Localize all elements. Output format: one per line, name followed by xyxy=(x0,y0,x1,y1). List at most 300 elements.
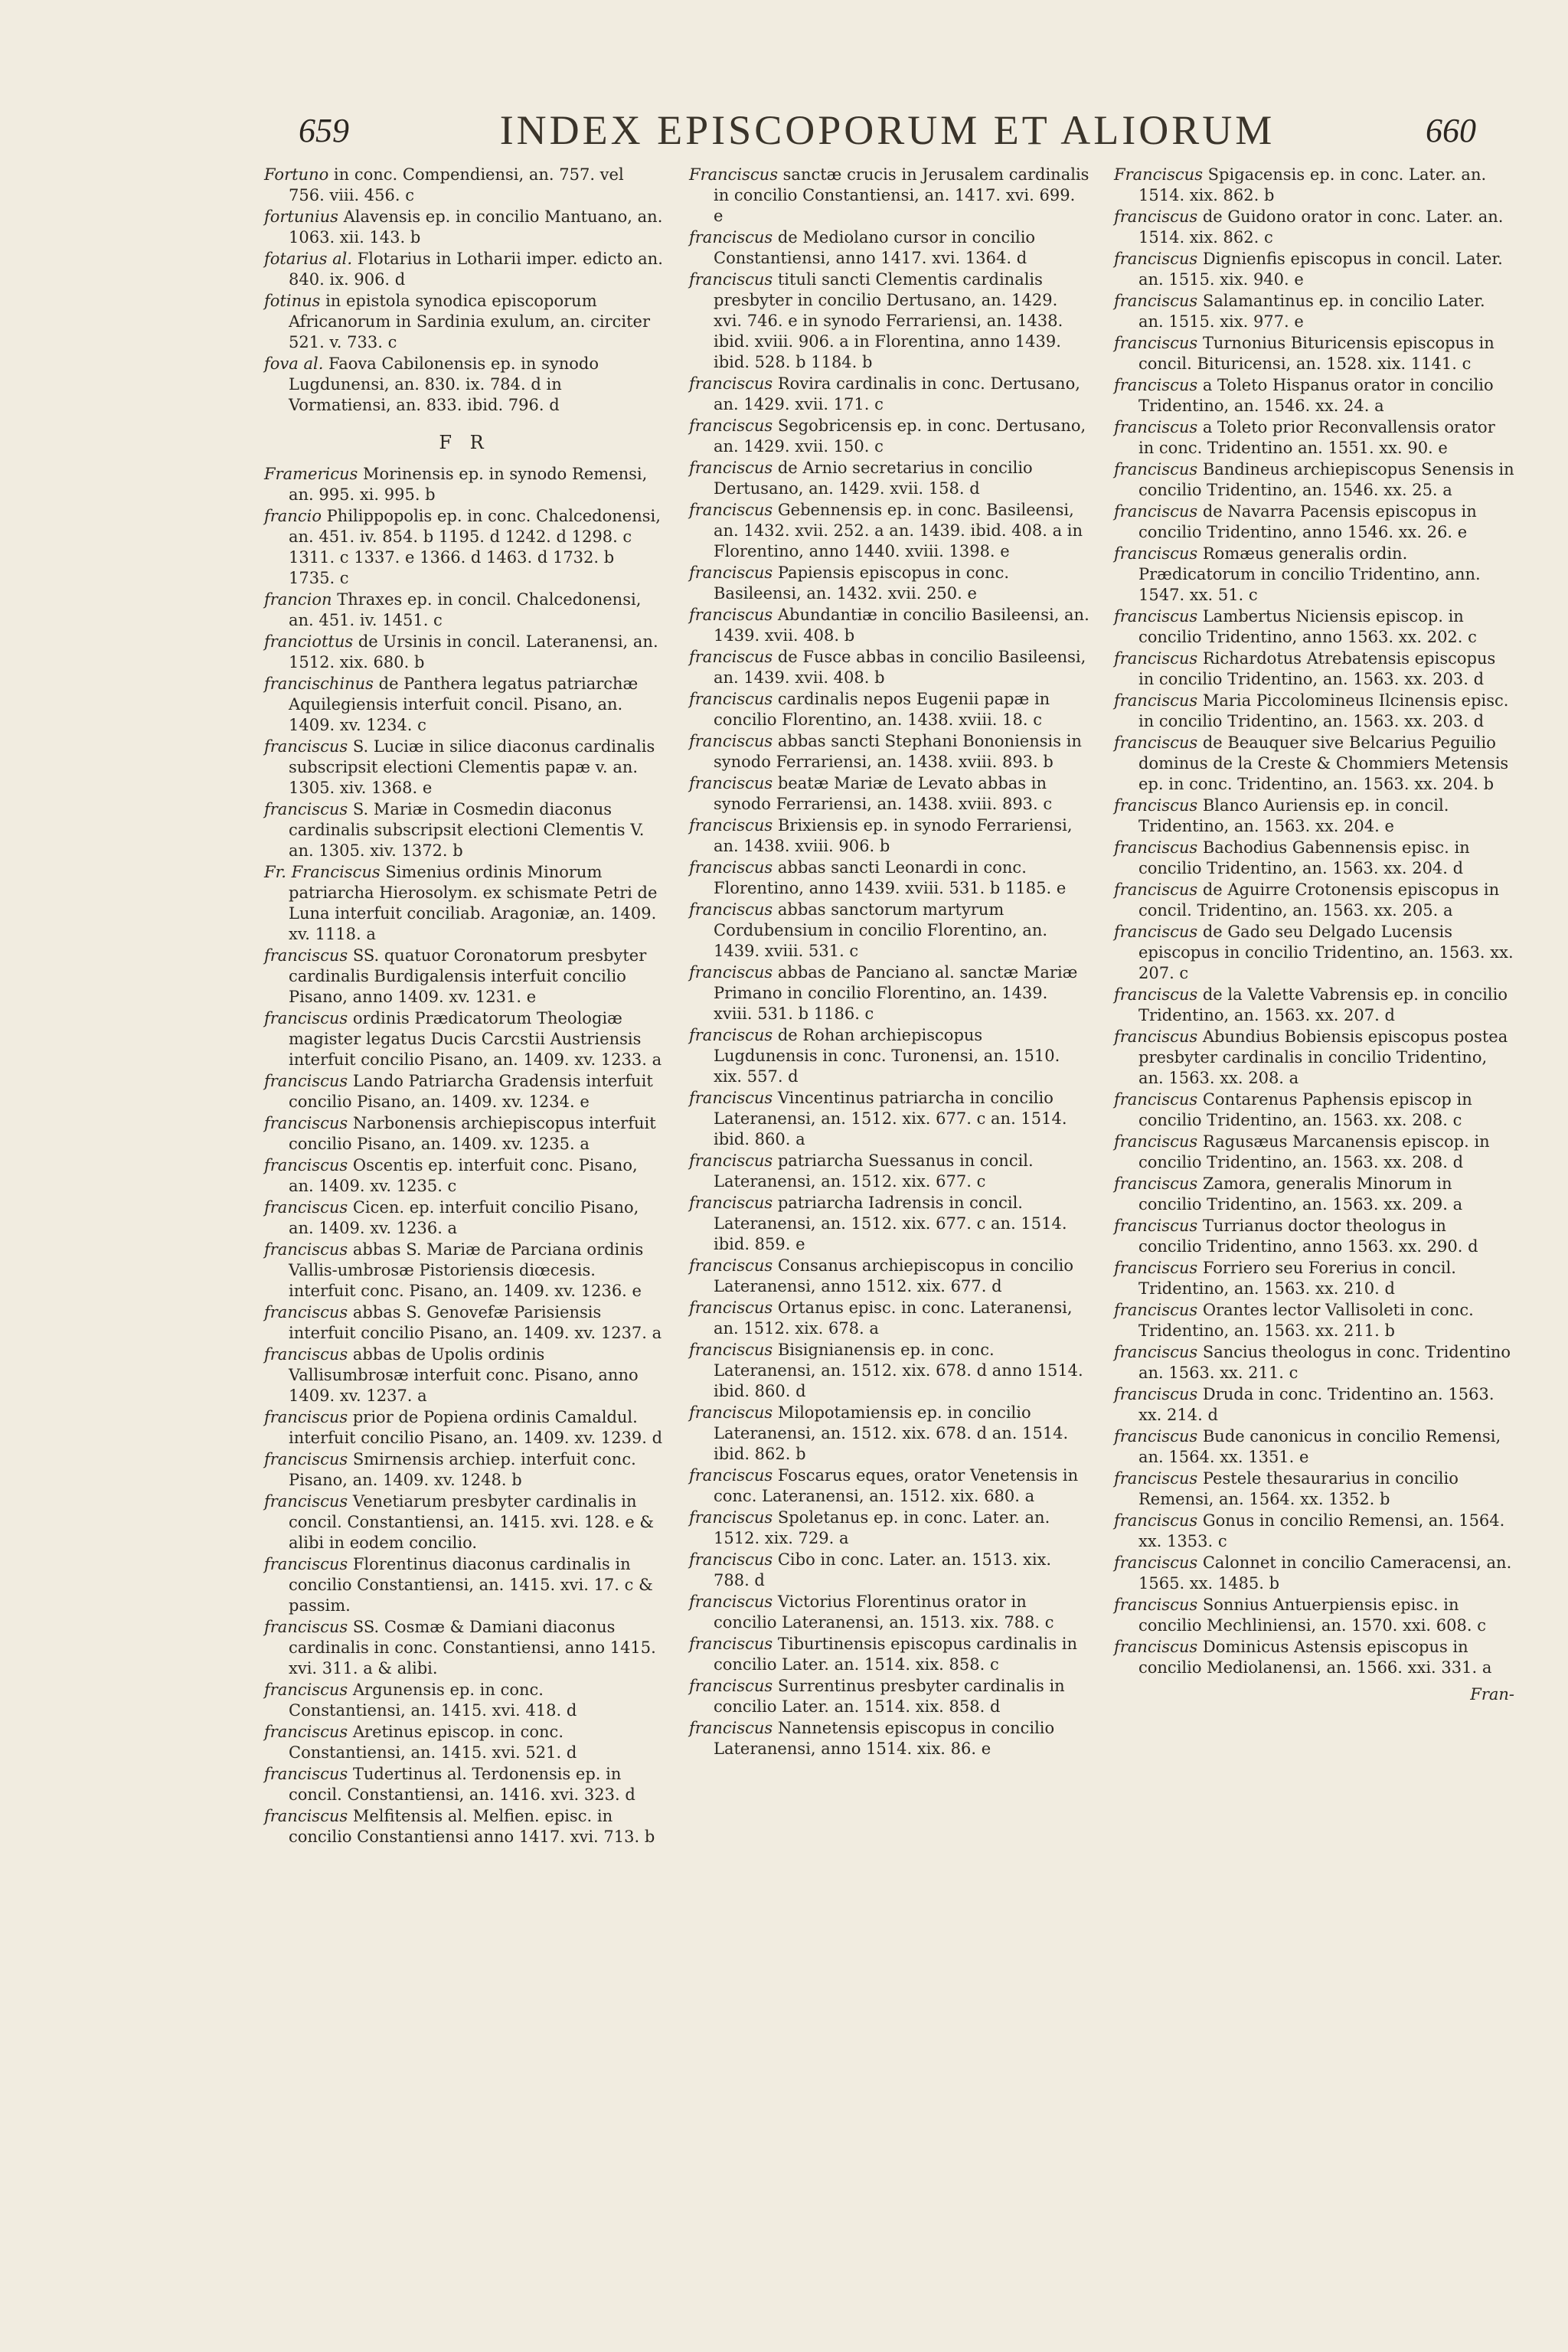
entry-text: Zamora, generalis Minorum in concilio Tridentino, an. 1563. xx. 209. a xyxy=(1138,1174,1463,1214)
entry-text: Oscentis ep. interfuit conc. Pisano, an. 1409. xv. 1235. c xyxy=(289,1156,638,1195)
entry-name: franciscus xyxy=(264,1303,348,1321)
entry-name: franciscus xyxy=(1114,1132,1198,1151)
entry-text: prior de Popiena ordinis Camaldul. interfuit concilio Pisano, an. 1409. xv. 1239. d xyxy=(289,1408,663,1447)
entry-name: franciscus xyxy=(689,1026,773,1044)
entry-text: Romæus generalis ordin. Prædicatorum in concilio Tridentino, ann. 1547. xx. 51. c xyxy=(1138,544,1481,604)
entry-text: Smirnensis archiep. interfuit conc. Pisano, an. 1409. xv. 1248. b xyxy=(289,1450,636,1489)
entry-text: de Beauquer sive Belcarius Peguilio dominus de la Creste & Chommiers Metensis ep. in conc. Tridentino, an. 1563. xx. 204. b xyxy=(1138,733,1509,793)
entry-text: cardinalis nepos Eugenii papæ in concilio Florentino, an. 1438. xviii. 18. c xyxy=(714,690,1050,729)
entry-name: franciscus xyxy=(264,1681,348,1699)
index-entry xyxy=(1114,291,1514,332)
page-header xyxy=(299,107,1476,153)
entry-name: franciscus xyxy=(264,1114,348,1132)
entry-text: de Rohan archiepiscopus Lugdunensis in conc. Turonensi, an. 1510. xix. 557. d xyxy=(714,1026,1060,1086)
entry-name: franciscus xyxy=(1114,1090,1198,1109)
index-entry xyxy=(689,416,1089,457)
entry-name: franciscus xyxy=(689,1550,773,1569)
entry-name: franciscus xyxy=(689,606,773,624)
entry-text: Ragusæus Marcanensis episcop. in concilio Tridentino, an. 1563. xx. 208. d xyxy=(1138,1132,1490,1171)
index-entry xyxy=(1114,165,1514,206)
entry-name: franciscus xyxy=(264,1156,348,1174)
index-entry xyxy=(1114,1384,1514,1426)
index-entry xyxy=(264,291,665,353)
entry-text: SS. Cosmæ & Damiani diaconus cardinalis in conc. Constantiensi, anno 1415. xvi. 311. a & alibi. xyxy=(289,1618,656,1677)
index-entry xyxy=(689,858,1089,899)
entry-text: Papiensis episcopus in conc. Basileensi, an. 1432. xvii. 250. e xyxy=(714,564,1010,603)
page-number-left: 659 xyxy=(299,111,349,149)
entry-text: Melfitensis al. Melfien. episc. in concilio Constantiensi anno 1417. xvi. 713. b xyxy=(289,1807,655,1846)
index-entry xyxy=(1114,795,1514,837)
index-entry xyxy=(1114,1258,1514,1299)
entry-name: franciscus xyxy=(1114,250,1198,268)
entry-name: franciscus xyxy=(264,946,348,965)
index-entry xyxy=(1114,1216,1514,1257)
entry-name: francion xyxy=(264,590,332,609)
index-entry xyxy=(689,1465,1089,1507)
index-entry xyxy=(264,1407,665,1449)
index-entry xyxy=(1114,501,1514,543)
index-entry xyxy=(1114,1132,1514,1173)
column-right xyxy=(1114,165,1514,2275)
entry-name: Framericus xyxy=(264,465,358,483)
index-entry xyxy=(689,689,1089,730)
index-entry xyxy=(1114,691,1514,732)
index-entry xyxy=(1114,922,1514,984)
entry-name: franciscus xyxy=(1114,1553,1198,1572)
entry-text: Calonnet in concilio Cameracensi, an. 1565. xx. 1485. b xyxy=(1138,1553,1512,1592)
entry-name: franciscus xyxy=(264,800,348,818)
entry-text: Cicen. ep. interfuit concilio Pisano, an. 1409. xv. 1236. a xyxy=(289,1198,639,1237)
entry-name: franciscus xyxy=(264,1807,348,1825)
index-entry xyxy=(1114,1468,1514,1510)
entry-text: Druda in conc. Tridentino an. 1563. xx. 214. d xyxy=(1138,1385,1494,1424)
entry-text: Lando Patriarcha Gradensis interfuit concilio Pisano, an. 1409. xv. 1234. e xyxy=(289,1072,653,1111)
index-entry xyxy=(1114,880,1514,921)
entry-name: Fr. Franciscus xyxy=(264,863,381,881)
index-entry xyxy=(264,1449,665,1491)
index-entry xyxy=(1114,207,1514,248)
entry-name: franciscus xyxy=(1114,1638,1198,1656)
index-entry xyxy=(689,773,1089,815)
entry-name: franciscus xyxy=(689,1719,773,1737)
index-entry xyxy=(264,1764,665,1805)
entry-name: fortunius xyxy=(264,207,338,226)
entry-name: franciscus xyxy=(689,1508,773,1527)
entry-text: Blanco Auriensis ep. in concil. Tridentino, an. 1563. xx. 204. e xyxy=(1138,796,1449,835)
entry-text: Sonnius Antuerpiensis episc. in concilio Mechliniensi, an. 1570. xxi. 608. c xyxy=(1138,1596,1486,1635)
index-entry xyxy=(264,249,665,290)
entry-name: franciscus xyxy=(264,1765,348,1783)
entry-text: abbas S. Mariæ de Parciana ordinis Vallis-umbrosæ Pistoriensis diœcesis. interfuit conc. Pisano, an. 1409. xv. 1236. e xyxy=(289,1240,644,1300)
entry-text: Bisignianensis ep. in conc. Lateranensi, an. 1512. xix. 678. d anno 1514. ibid. 860. d xyxy=(714,1341,1083,1400)
index-entry xyxy=(264,1806,665,1847)
entry-text: Foscarus eques, orator Venetensis in conc. Lateranensi, an. 1512. xix. 680. a xyxy=(714,1466,1079,1505)
index-entry xyxy=(689,1634,1089,1675)
index-entry xyxy=(689,1088,1089,1150)
entry-name: franciscus xyxy=(264,1408,348,1426)
entry-name: franciscus xyxy=(1114,607,1198,626)
index-entry xyxy=(1114,544,1514,606)
entry-name: franciscus xyxy=(264,1072,348,1090)
entry-text: Forriero seu Forerius in concil. Tridentino, an. 1563. xx. 210. d xyxy=(1138,1259,1456,1298)
entry-text: Sancius theologus in conc. Tridentino an. 1563. xx. 211. c xyxy=(1138,1343,1511,1382)
entry-name: Fortuno xyxy=(264,165,329,184)
entry-name: franciscus xyxy=(264,1450,348,1468)
index-entry xyxy=(264,165,665,206)
index-entry xyxy=(264,1071,665,1112)
entry-text: Simenius ordinis Minorum patriarcha Hierosolym. ex schismate Petri de Luna interfuit conciliab. Aragoniæ, an. 1409. xv. 1118. a xyxy=(289,863,658,943)
entry-text: Spigacensis ep. in conc. Later. an. 1514. xix. 862. b xyxy=(1138,165,1487,204)
entry-name: franciscus xyxy=(1114,376,1198,394)
entry-name: franciscus xyxy=(264,1009,348,1027)
index-entry xyxy=(264,354,665,416)
index-entry xyxy=(689,605,1089,646)
entry-text: Vincentinus patriarcha in concilio Lateranensi, an. 1512. xix. 677. c an. 1514. ibid. 860. a xyxy=(714,1089,1067,1148)
entry-name: franciscus xyxy=(689,858,773,877)
entry-name: franciscus xyxy=(264,1723,348,1741)
column-middle xyxy=(689,165,1089,2275)
entry-text: Lambertus Niciensis episcop. in concilio Tridentino, anno 1563. xx. 202. c xyxy=(1138,607,1477,646)
entry-name: franciscus xyxy=(689,1256,773,1275)
entry-text: Victorius Florentinus orator in concilio Lateranensi, an. 1513. xix. 788. c xyxy=(714,1592,1054,1632)
index-entry xyxy=(264,862,665,945)
index-entry xyxy=(264,1617,665,1679)
entry-text: Flotarius in Lotharii imper. edicto an. 840. ix. 906. d xyxy=(289,250,663,289)
entry-name: franciscus xyxy=(1114,418,1198,436)
entry-name: franciscus xyxy=(689,690,773,708)
entry-name: franciscus xyxy=(1114,649,1198,668)
entry-name: franciscus xyxy=(689,270,773,289)
entry-text: Bandineus archiepiscopus Senensis in concilio Tridentino, an. 1546. xx. 25. a xyxy=(1138,460,1514,499)
entry-text: Richardotus Atrebatensis episcopus in concilio Tridentino, an. 1563. xx. 203. d xyxy=(1138,649,1496,688)
entry-text: Consanus archiepiscopus in concilio Lateranensi, anno 1512. xix. 677. d xyxy=(714,1256,1074,1295)
entry-name: franciscus xyxy=(689,732,773,750)
entry-text: Nannetensis episcopus in concilio Lateranensi, anno 1514. xix. 86. e xyxy=(714,1719,1055,1758)
entry-name: franciscus xyxy=(1114,292,1198,310)
entry-text: Morinensis ep. in synodo Remensi, an. 995. xi. 995. b xyxy=(289,465,648,504)
index-entry xyxy=(1114,1595,1514,1636)
index-entry xyxy=(689,458,1089,499)
entry-text: Milopotamiensis ep. in concilio Lateranensi, an. 1512. xix. 678. d an. 1514. ibid. 862. b xyxy=(714,1403,1069,1463)
entry-name: franciscus xyxy=(689,963,773,982)
entry-text: abbas sanctorum martyrum Cordubensium in concilio Florentino, an. 1439. xviii. 531. c xyxy=(714,900,1048,960)
entry-text: Tudertinus al. Terdonensis ep. in concil. Constantiensi, an. 1416. xvi. 323. d xyxy=(289,1765,635,1804)
entry-text: de Guidono orator in conc. Later. an. 1514. xix. 862. c xyxy=(1138,207,1504,247)
entry-name: franciscus xyxy=(264,1618,348,1636)
index-entry xyxy=(264,590,665,631)
entry-name: franciscus xyxy=(1114,1343,1198,1361)
entry-text: SS. quatuor Coronatorum presbyter cardinalis Burdigalensis interfuit concilio Pisano, anno 1409. xv. 1231. e xyxy=(289,946,647,1006)
index-entry xyxy=(1114,648,1514,690)
entry-text: patriarcha Iadrensis in concil. Lateranensi, an. 1512. xix. 677. c an. 1514. ibid. 859. e xyxy=(714,1194,1067,1253)
entry-text: Turrianus doctor theologus in concilio Tridentino, anno 1563. xx. 290. d xyxy=(1138,1217,1478,1256)
entry-name: franciscus xyxy=(689,1466,773,1485)
entry-name: franciscus xyxy=(1114,880,1198,899)
index-entry xyxy=(1114,1637,1514,1678)
entry-name: francio xyxy=(264,507,322,525)
entry-text: Surrentinus presbyter cardinalis in concilio Later. an. 1514. xix. 858. d xyxy=(714,1677,1065,1716)
index-entry xyxy=(689,1193,1089,1255)
index-entry xyxy=(689,1592,1089,1633)
entry-text: Ortanus episc. in conc. Lateranensi, an. 1512. xix. 678. a xyxy=(714,1298,1073,1338)
entry-text: de Mediolano cursor in concilio Constantiensi, anno 1417. xvi. 1364. d xyxy=(714,228,1036,267)
index-entry xyxy=(689,1718,1089,1759)
entry-name: franciscus xyxy=(264,1240,348,1259)
entry-text: Contarenus Paphensis episcop in concilio Tridentino, an. 1563. xx. 208. c xyxy=(1138,1090,1472,1129)
entry-name: franciscus xyxy=(689,648,773,666)
entry-name: franciscus xyxy=(689,1677,773,1695)
index-entry xyxy=(689,374,1089,415)
index-entry xyxy=(264,1554,665,1616)
entry-text: de Gado seu Delgado Lucensis episcopus in concilio Tridentino, an. 1563. xx. 207. c xyxy=(1138,923,1514,982)
index-entry xyxy=(264,464,665,505)
entry-name: fotarius al. xyxy=(264,250,353,268)
index-entry xyxy=(1114,606,1514,648)
index-entry xyxy=(689,165,1089,227)
entry-text: Philippopolis ep. in conc. Chalcedonensi, an. 451. iv. 854. b 1195. d 1242. d 1298. c 1311. c 1337. e 1366. d 1463. d 1732. b 1735. c xyxy=(289,507,661,587)
entry-text: Argunensis ep. in conc. Constantiensi, an. 1415. xvi. 418. d xyxy=(289,1681,577,1720)
entry-text: de la Valette Vabrensis ep. in concilio Tridentino, an. 1563. xx. 207. d xyxy=(1138,985,1508,1024)
index-entry xyxy=(689,270,1089,373)
entry-text: patriarcha Suessanus in concil. Lateranensi, an. 1512. xix. 677. c xyxy=(714,1152,1034,1191)
entry-text: Gebennensis ep. in conc. Basileensi, an. 1432. xvii. 252. a an. 1439. ibid. 408. a in Florentino, anno 1440. xviii. 1398. e xyxy=(714,501,1083,560)
entry-name: franciscus xyxy=(1114,1469,1198,1488)
index-entry xyxy=(689,1676,1089,1717)
entry-name: franciscus xyxy=(1114,1301,1198,1319)
index-entry xyxy=(264,1722,665,1763)
entry-name: franciscus xyxy=(689,1194,773,1212)
entry-name: franciscus xyxy=(689,416,773,435)
index-entry xyxy=(1114,1511,1514,1552)
entry-name: franciscus xyxy=(689,1152,773,1170)
section-heading: F R xyxy=(439,432,490,453)
entry-name: franciscus xyxy=(264,1345,348,1364)
index-entry xyxy=(689,1550,1089,1591)
index-entry xyxy=(689,731,1089,773)
entry-name: franciscus xyxy=(264,1198,348,1217)
entry-name: franciscus xyxy=(689,1298,773,1317)
entry-text: de Aguirre Crotonensis episcopus in concil. Tridentino, an. 1563. xx. 205. a xyxy=(1138,880,1500,920)
index-entry xyxy=(689,815,1089,857)
index-entry xyxy=(264,799,665,861)
index-entry xyxy=(1114,838,1514,879)
entry-name: franciscus xyxy=(1114,1174,1198,1193)
entry-name: franciscus xyxy=(1114,1596,1198,1614)
column-left xyxy=(264,165,665,2275)
index-entry xyxy=(264,1240,665,1302)
entry-text: abbas de Panciano al. sanctæ Mariæ Primano in concilio Florentino, an. 1439. xviii. 531. b 1186. c xyxy=(714,963,1078,1023)
entry-name: franciscus xyxy=(1114,334,1198,352)
entry-text: Cibo in conc. Later. an. 1513. xix. 788. d xyxy=(714,1550,1052,1589)
index-entry xyxy=(264,1680,665,1721)
entry-text: Spoletanus ep. in conc. Later. an. 1512. xix. 729. a xyxy=(714,1508,1050,1547)
entry-name: franciscus xyxy=(1114,1385,1198,1403)
index-entry xyxy=(264,946,665,1008)
entry-name: franciscus xyxy=(1114,796,1198,815)
entry-text: de Arnio secretarius in concilio Dertusano, an. 1429. xvii. 158. d xyxy=(714,459,1033,498)
entry-text: de Ursinis in concil. Lateranensi, an. 1512. xix. 680. b xyxy=(289,632,658,671)
index-entry xyxy=(1114,1027,1514,1089)
entry-text: S. Mariæ in Cosmedin diaconus cardinalis subscripsit electioni Clementis V. an. 1305. xiv. 1372. b xyxy=(289,800,645,860)
entry-text: Faova Cabilonensis ep. in synodo Lugdunensi, an. 830. ix. 784. d in Vormatiensi, an. 833. ibid. 796. d xyxy=(289,354,599,414)
entry-name: franciscus xyxy=(689,1403,773,1422)
index-entry xyxy=(264,506,665,589)
index-entry xyxy=(1114,985,1514,1026)
index-entry xyxy=(689,227,1089,269)
index-entry xyxy=(1114,375,1514,416)
index-entry xyxy=(1114,333,1514,374)
index-entry xyxy=(689,563,1089,604)
index-entry xyxy=(689,900,1089,962)
entry-name: franciscus xyxy=(1114,1511,1198,1530)
index-entry xyxy=(264,1155,665,1197)
entry-name: franciscus xyxy=(264,737,348,756)
entry-name: franciscus xyxy=(1114,1217,1198,1235)
entry-name: franciscus xyxy=(264,1555,348,1573)
entry-text: Venetiarum presbyter cardinalis in concil. Constantiensi, an. 1415. xvi. 128. e & alibi in eodem concilio. xyxy=(289,1492,655,1552)
entry-name: Franciscus xyxy=(1114,165,1203,184)
entry-text: Florentinus diaconus cardinalis in concilio Constantiensi, an. 1415. xvi. 17. c & passim. xyxy=(289,1555,653,1615)
index-entry xyxy=(1114,1174,1514,1215)
entry-text: Turnonius Bituricensis episcopus in concil. Bituricensi, an. 1528. xix. 1141. c xyxy=(1138,334,1494,373)
entry-text: de Panthera legatus patriarchæ Aquilegiensis interfuit concil. Pisano, an. 1409. xv. 1234. c xyxy=(289,675,639,734)
index-entry xyxy=(689,1403,1089,1465)
entry-text: Rovira cardinalis in conc. Dertusano, an. 1429. xvii. 171. c xyxy=(714,374,1080,413)
index-entry xyxy=(264,1197,665,1239)
entry-text: Maria Piccolomineus Ilcinensis episc. in concilio Tridentino, an. 1563. xx. 203. d xyxy=(1138,691,1509,730)
index-entry xyxy=(1114,1426,1514,1468)
index-entry xyxy=(264,1008,665,1070)
entry-text: de Fusce abbas in concilio Basileensi, an. 1439. xvii. 408. b xyxy=(714,648,1086,687)
index-entry xyxy=(1114,1553,1514,1594)
entry-name: Franciscus xyxy=(689,165,778,184)
entry-text: beatæ Mariæ de Levato abbas in synodo Ferrariensi, an. 1438. xviii. 893. c xyxy=(714,774,1053,813)
page-title: INDEX EPISCOPORUM ET ALIORUM xyxy=(499,107,1276,153)
entry-name: franciscus xyxy=(689,900,773,919)
entry-text: tituli sancti Clementis cardinalis presbyter in concilio Dertusano, an. 1429. xvi. 746. e in synodo Ferrariensi, an. 1438. ibid. xviii. 906. a in Florentina, anno 1439. ibid. 528. b 1184. b xyxy=(714,270,1063,371)
entry-text: S. Luciæ in silice diaconus cardinalis subscripsit electioni Clementis papæ v. an. 1305. xiv. 1368. e xyxy=(289,737,655,797)
entry-text: Narbonensis archiepiscopus interfuit concilio Pisano, an. 1409. xv. 1235. a xyxy=(289,1114,656,1153)
entry-name: fotinus xyxy=(264,292,321,310)
entry-name: franciscus xyxy=(689,374,773,393)
entry-name: franciottus xyxy=(264,632,354,651)
entry-text: Alavensis ep. in concilio Mantuano, an. 1063. xii. 143. b xyxy=(289,207,663,247)
entry-text: in conc. Compendiensi, an. 757. vel 756. viii. 456. c xyxy=(289,165,624,204)
index-entry xyxy=(689,1025,1089,1087)
index-entry xyxy=(689,1298,1089,1339)
entry-text: Thraxes ep. in concil. Chalcedonensi, an. 451. iv. 1451. c xyxy=(289,590,642,629)
entry-text: abbas sancti Stephani Bononiensis in synodo Ferrariensi, an. 1438. xviii. 893. b xyxy=(714,732,1082,771)
entry-text: de Navarra Pacensis episcopus in concilio Tridentino, anno 1546. xx. 26. e xyxy=(1138,502,1477,541)
index-entry xyxy=(1114,249,1514,290)
entry-text: ordinis Prædicatorum Theologiæ magister legatus Ducis Carcstii Austriensis interfuit concilio Pisano, an. 1409. xv. 1233. a xyxy=(289,1009,662,1069)
entry-text: Segobricensis ep. in conc. Dertusano, an. 1429. xvii. 150. c xyxy=(714,416,1086,456)
entry-name: franciscus xyxy=(1114,733,1198,752)
index-entry xyxy=(264,207,665,248)
entry-text: Tiburtinensis episcopus cardinalis in concilio Later. an. 1514. xix. 858. c xyxy=(714,1635,1078,1674)
index-entry xyxy=(264,737,665,799)
index-entry xyxy=(264,1344,665,1406)
entry-name: francischinus xyxy=(264,675,374,693)
index-entry xyxy=(1114,1089,1514,1131)
entry-name: franciscus xyxy=(689,459,773,477)
entry-name: franciscus xyxy=(1114,838,1198,857)
entry-name: franciscus xyxy=(1114,1027,1198,1046)
index-entry xyxy=(1114,733,1514,795)
entry-name: franciscus xyxy=(1114,1259,1198,1277)
entry-name: franciscus xyxy=(1114,544,1198,563)
index-entry xyxy=(689,1508,1089,1549)
entry-text: in epistola synodica episcoporum Africanorum in Sardinia exulum, an. circiter 521. v. 733. c xyxy=(289,292,650,351)
index-entry xyxy=(264,1113,665,1155)
entry-text: Abundantiæ in concilio Basileensi, an. 1439. xvii. 408. b xyxy=(714,606,1089,645)
index-entry xyxy=(689,1340,1089,1402)
entry-name: franciscus xyxy=(264,1492,348,1511)
entry-text: Brixiensis ep. in synodo Ferrariensi, an. 1438. xviii. 906. b xyxy=(714,816,1073,855)
entry-text: Salamantinus ep. in concilio Later. an. 1515. xix. 977. e xyxy=(1138,292,1485,331)
entry-text: Bude canonicus in concilio Remensi, an. 1564. xx. 1351. e xyxy=(1138,1427,1501,1466)
entry-text: Dignienfis episcopus in concil. Later. an. 1515. xix. 940. e xyxy=(1138,250,1503,289)
entry-name: franciscus xyxy=(1114,207,1198,226)
entry-text: Pestele thesaurarius in concilio Remensi, an. 1564. xx. 1352. b xyxy=(1138,1469,1459,1508)
entry-text: Aretinus episcop. in conc. Constantiensi, an. 1415. xvi. 521. d xyxy=(289,1723,577,1762)
entry-name: franciscus xyxy=(689,1635,773,1653)
entry-text: a Toleto Hispanus orator in concilio Tridentino, an. 1546. xx. 24. a xyxy=(1138,376,1494,415)
index-entry xyxy=(1114,1300,1514,1341)
index-entry xyxy=(264,1302,665,1344)
entry-text: Orantes lector Vallisoleti in conc. Tridentino, an. 1563. xx. 211. b xyxy=(1138,1301,1474,1340)
index-entry xyxy=(1114,1342,1514,1383)
entry-name: franciscus xyxy=(689,564,773,582)
entry-text: a Toleto prior Reconvallensis orator in conc. Tridentino an. 1551. xx. 90. e xyxy=(1138,418,1495,457)
entry-text: sanctæ crucis in Jerusalem cardinalis in concilio Constantiensi, an. 1417. xvi. 699. e xyxy=(714,165,1089,225)
entry-name: franciscus xyxy=(1114,502,1198,521)
index-entry xyxy=(264,674,665,736)
entry-text: Dominicus Astensis episcopus in concilio Mediolanensi, an. 1566. xxi. 331. a xyxy=(1138,1638,1492,1677)
entry-name: franciscus xyxy=(689,228,773,247)
entry-name: franciscus xyxy=(1114,1427,1198,1446)
page-number-right: 660 xyxy=(1425,111,1476,149)
entry-name: franciscus xyxy=(689,816,773,835)
entry-text: abbas sancti Leonardi in conc. Florentino, anno 1439. xviii. 531. b 1185. e xyxy=(714,858,1067,897)
entry-name: franciscus xyxy=(1114,985,1198,1004)
entry-name: franciscus xyxy=(689,501,773,519)
index-entry xyxy=(264,632,665,673)
index-entry xyxy=(689,1256,1089,1297)
index-entry xyxy=(689,962,1089,1024)
entry-text: Abundius Bobiensis episcopus postea presbyter cardinalis in concilio Tridentino, an. 1563. xx. 208. a xyxy=(1138,1027,1508,1087)
index-entry xyxy=(264,1491,665,1553)
entry-name: fova al. xyxy=(264,354,324,373)
entry-name: franciscus xyxy=(1114,923,1198,941)
index-entry xyxy=(1114,417,1514,459)
entry-text: Gonus in concilio Remensi, an. 1564. xx. 1353. c xyxy=(1138,1511,1505,1550)
index-entry xyxy=(1114,459,1514,501)
catchword: Fran- xyxy=(1470,1685,1514,1704)
entry-name: franciscus xyxy=(1114,691,1198,710)
entry-name: franciscus xyxy=(689,774,773,792)
entry-name: franciscus xyxy=(689,1089,773,1107)
index-columns xyxy=(264,165,1514,2275)
index-entry xyxy=(689,1151,1089,1192)
entry-text: abbas S. Genovefæ Parisiensis interfuit concilio Pisano, an. 1409. xv. 1237. a xyxy=(289,1303,662,1342)
index-entry xyxy=(689,500,1089,562)
entry-name: franciscus xyxy=(689,1341,773,1359)
entry-name: franciscus xyxy=(1114,460,1198,479)
index-entry xyxy=(689,647,1089,688)
entry-name: franciscus xyxy=(689,1592,773,1611)
entry-text: abbas de Upolis ordinis Vallisumbrosæ interfuit conc. Pisano, anno 1409. xv. 1237. a xyxy=(289,1345,639,1405)
